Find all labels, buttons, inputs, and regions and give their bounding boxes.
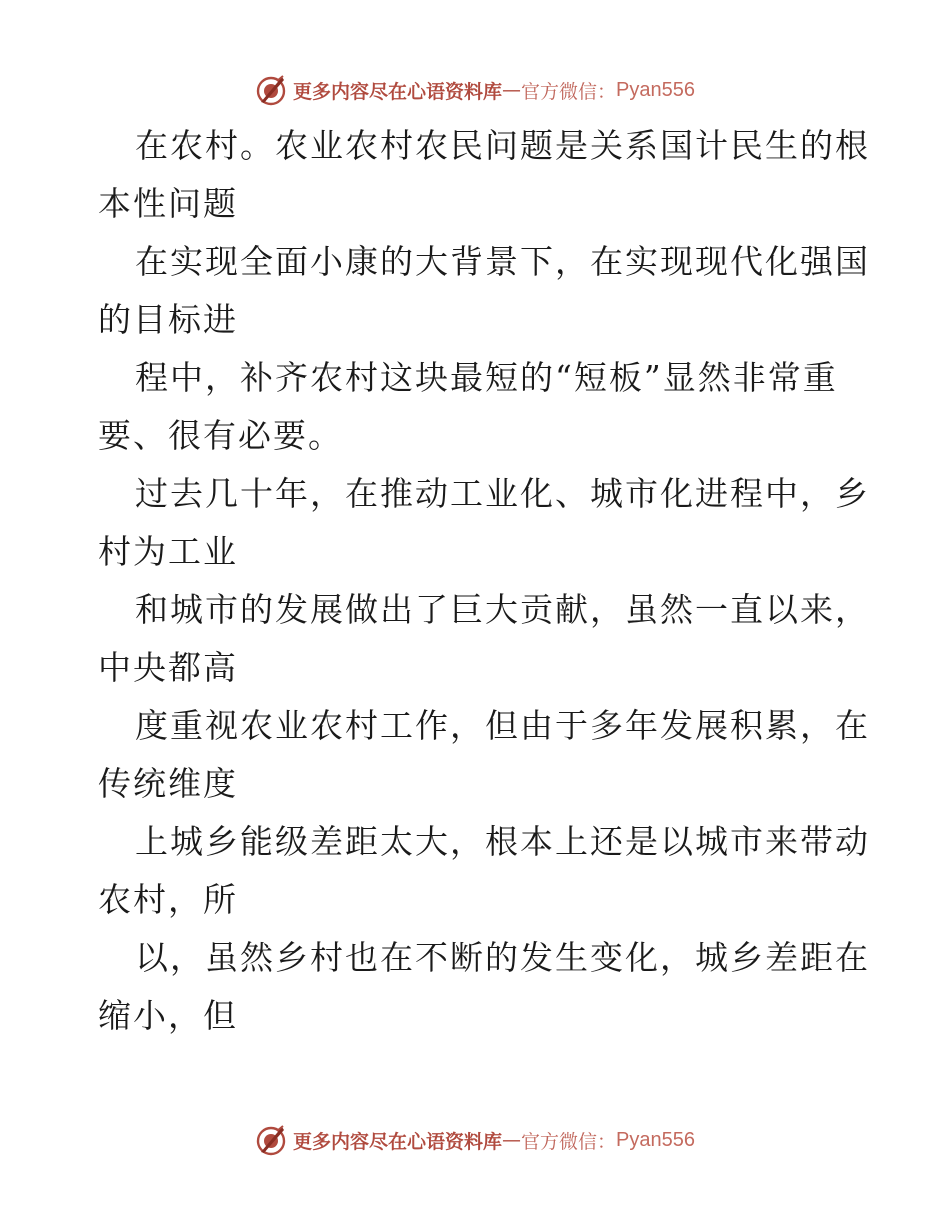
paragraph-line: 在实现全面小康的大背景下，在实现现代化强国 — [135, 242, 870, 281]
paragraph — [98, 929, 870, 1045]
paragraph — [98, 349, 858, 465]
paragraph-line: 过去几十年，在推动工业化、城市化进程中，乡 — [135, 474, 870, 513]
paragraph-line: 程中，补齐农村这块最短的“短板”显然非常重 — [135, 358, 838, 397]
paragraph — [98, 813, 870, 929]
paragraph-line: 在农村。农业农村农民问题是关系国计民生的根 — [135, 126, 870, 165]
paragraph-line: 缩小，但 — [98, 996, 238, 1035]
paragraph-line: 本性问题 — [98, 184, 238, 223]
paragraph-line: 以，虽然乡村也在不断的发生变化，城乡差距在 — [135, 938, 870, 977]
paragraph-line: 中央都高 — [98, 648, 238, 687]
banner-site-text: 更多内容尽在心语资料库 — [293, 80, 503, 103]
paragraph-line: 农村，所 — [98, 880, 238, 919]
paragraph — [98, 581, 870, 697]
banner-wechat-label: 官方微信： — [521, 80, 617, 103]
paragraph-line: 的目标进 — [98, 300, 238, 339]
banner-separator: — — [502, 79, 522, 101]
paragraph — [98, 465, 870, 581]
paragraph-line: 村为工业 — [98, 532, 238, 571]
paragraph-line: 传统维度 — [98, 764, 238, 803]
banner-wechat-label: 官方微信： — [521, 1130, 617, 1153]
header-banner — [0, 70, 950, 110]
paragraph — [98, 233, 870, 349]
quill-pen-seal-icon — [255, 1124, 287, 1156]
banner-wechat-id: Pyan556 — [616, 1128, 695, 1151]
footer-banner — [0, 1120, 950, 1160]
paragraph-line: 和城市的发展做出了巨大贡献，虽然一直以来， — [135, 590, 870, 629]
quill-pen-seal-icon — [255, 74, 287, 106]
document-body — [98, 117, 870, 1045]
banner-separator: — — [502, 1129, 522, 1151]
paragraph — [98, 697, 870, 813]
paragraph-line: 要、很有必要。 — [98, 416, 343, 455]
paragraph-line: 上城乡能级差距太大，根本上还是以城市来带动 — [135, 822, 870, 861]
paragraph — [98, 117, 870, 233]
paragraph-line: 度重视农业农村工作，但由于多年发展积累，在 — [135, 706, 870, 745]
banner-site-text: 更多内容尽在心语资料库 — [293, 1130, 503, 1153]
banner-wechat-id: Pyan556 — [616, 78, 695, 101]
